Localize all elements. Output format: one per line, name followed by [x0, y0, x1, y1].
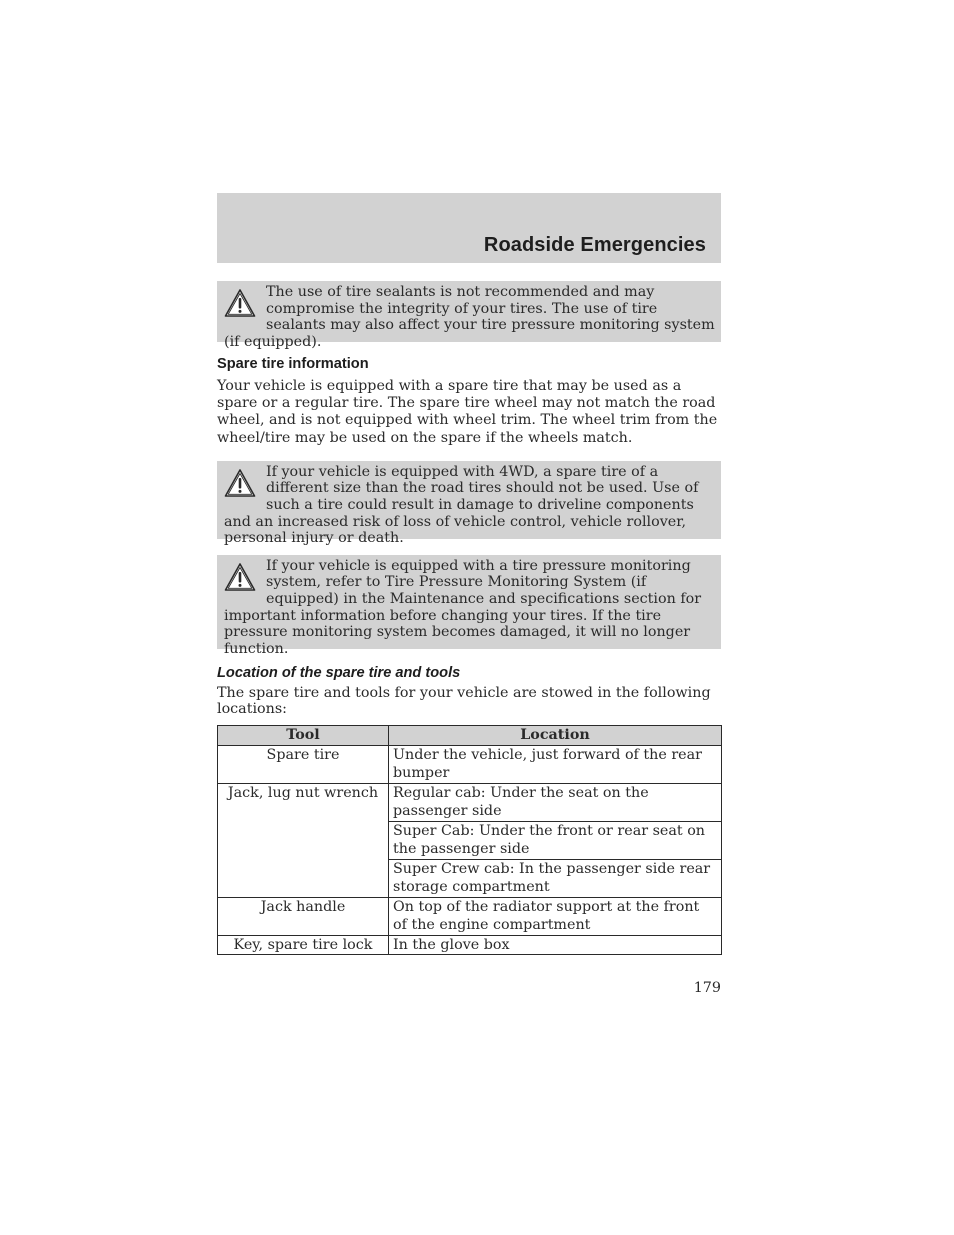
column-header-location: Location: [389, 725, 722, 745]
cell-location: Super Cab: Under the front or rear seat on the passenger side: [389, 821, 722, 859]
table-row: [218, 935, 722, 955]
warning-box-4wd-spare: [217, 461, 721, 547]
warning-box-tpms: [217, 555, 721, 657]
cell-location: On top of the radiator support at the front of the engine compartment: [389, 897, 722, 935]
table-header-row: [218, 725, 722, 745]
warning-triangle-icon: [224, 468, 256, 498]
cell-tool: Key, spare tire lock: [218, 935, 389, 955]
heading-spare-tire-information: Spare tire information: [217, 356, 369, 372]
warning-text: If your vehicle is equipped with 4WD, a spare tire of a different size than the road tires should not be used. Use of such a tire could result in damage to driveline components and an increased risk of loss of vehicle control, vehicle rollover, personal injury or death.: [224, 463, 699, 547]
page-number: 179: [693, 980, 721, 996]
tools-location-table: [217, 725, 722, 956]
manual-page: [217, 193, 721, 955]
table-row: [218, 745, 722, 783]
warning-triangle-icon: [224, 562, 256, 592]
paragraph-location-spare-tire-tools: The spare tire and tools for your vehicle are stowed in the following locations:: [217, 684, 711, 718]
cell-location: Super Crew cab: In the passenger side rear storage compartment: [389, 859, 722, 897]
warning-triangle-icon: [224, 288, 256, 318]
table-row: [218, 783, 722, 821]
cell-tool: Spare tire: [218, 745, 389, 783]
column-header-tool: Tool: [218, 725, 389, 745]
section-header-band: [217, 193, 721, 263]
cell-location: Under the vehicle, just forward of the rear bumper: [389, 745, 722, 783]
cell-location: In the glove box: [389, 935, 722, 955]
warning-box-tire-sealant: [217, 281, 721, 350]
warning-text: The use of tire sealants is not recommended and may compromise the integrity of your tires. The use of tire sealants may also affect your tire pressure monitoring system (if equipped).: [224, 284, 715, 350]
cell-tool: Jack, lug nut wrench: [218, 783, 389, 897]
table-row: [218, 897, 722, 935]
warning-text: If your vehicle is equipped with a tire pressure monitoring system, refer to Tire Pressure Monitoring System (if equipped) in the Maintenance and specifications section for important information before changing your tires. If the tire pressure monitoring system becomes damaged, it will no longer function.: [224, 557, 702, 657]
heading-location-spare-tire-tools: Location of the spare tire and tools: [217, 664, 461, 681]
cell-tool: Jack handle: [218, 897, 389, 935]
cell-location: Regular cab: Under the seat on the passenger side: [389, 783, 722, 821]
paragraph-spare-tire-information: Your vehicle is equipped with a spare tire that may be used as a spare or a regular tire. The spare tire wheel may not match the road wheel, and is not equipped with wheel trim. The wheel trim from the wheel/tire may be used on the spare if the wheels match.: [217, 378, 718, 446]
section-title: Roadside Emergencies: [483, 234, 706, 256]
